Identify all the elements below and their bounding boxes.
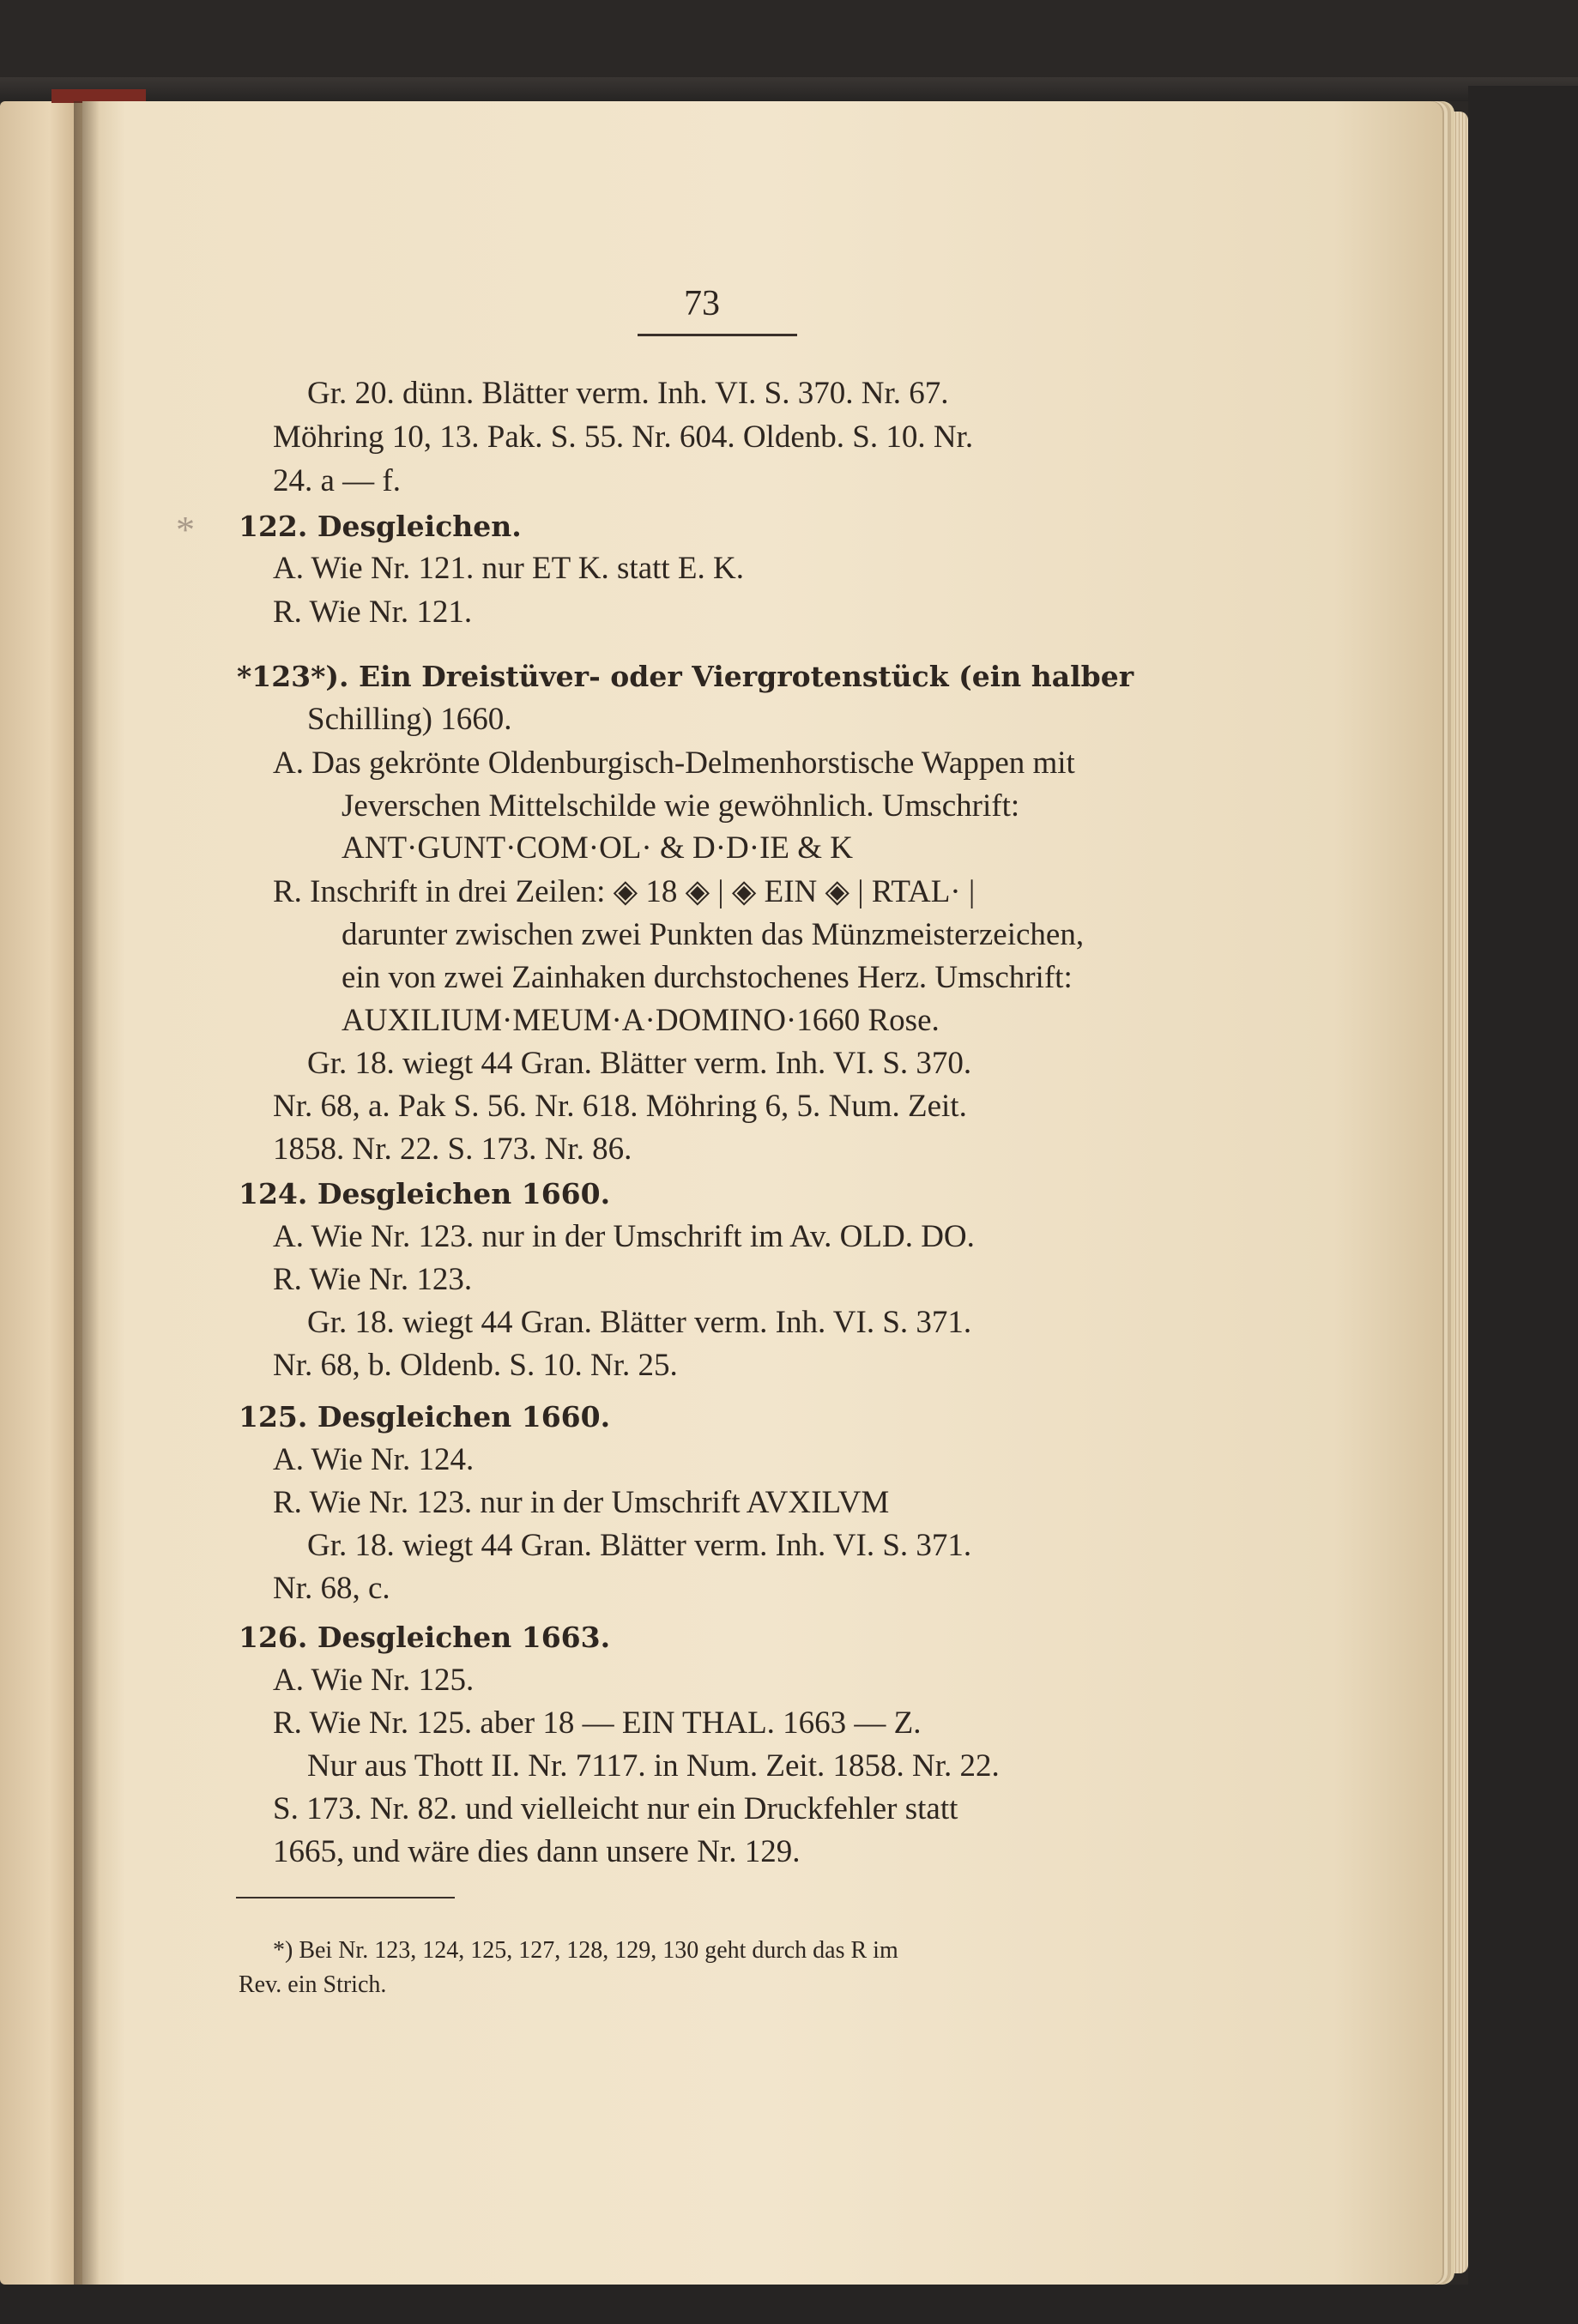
entry-heading: *123*). Ein Dreistüver- oder Viergrotenstück (ein halber <box>237 660 1134 693</box>
text-line: Jeverschen Mittelschilde wie gewöhnlich. Umschrift: <box>342 788 1020 824</box>
page-number-rule <box>638 334 797 336</box>
left-page-edge <box>0 101 82 2285</box>
footnote-rule <box>236 1897 455 1898</box>
text-line: A. Das gekrönte Oldenburgisch-Delmenhorstische Wappen mit <box>273 745 1075 781</box>
text-line: A. Wie Nr. 125. <box>273 1663 475 1698</box>
entry-heading: 126. Desgleichen 1663. <box>239 1621 611 1654</box>
text-line: Nr. 68, b. Oldenb. S. 10. Nr. 25. <box>273 1348 678 1383</box>
text-line: Nur aus Thott II. Nr. 7117. in Num. Zeit. 1858. Nr. 22. <box>307 1748 1000 1784</box>
book-cover-bottom <box>0 2285 1578 2324</box>
text-line: A. Wie Nr. 123. nur in der Umschrift im Av. OLD. DO. <box>273 1219 975 1254</box>
text-line: Möhring 10, 13. Pak. S. 55. Nr. 604. Oldenb. S. 10. Nr. <box>273 420 974 455</box>
page-edges <box>1442 112 1468 2273</box>
text-line: Gr. 18. wiegt 44 Gran. Blätter verm. Inh. VI. S. 371. <box>307 1528 972 1563</box>
text-line: S. 173. Nr. 82. und vielleicht nur ein Druckfehler statt <box>273 1791 958 1826</box>
spine-shadow <box>74 101 100 2285</box>
entry-heading: 124. Desgleichen 1660. <box>239 1177 611 1210</box>
text-line: ANT·GUNT·COM·OL· & D·D·IE & K <box>342 830 853 866</box>
book-cover-top <box>0 77 1578 101</box>
text-line: Gr. 18. wiegt 44 Gran. Blätter verm. Inh. VI. S. 370. <box>307 1046 972 1081</box>
text-line: A. Wie Nr. 124. <box>273 1442 475 1477</box>
text-line: R. Wie Nr. 123. nur in der Umschrift AVXILVM <box>273 1485 890 1520</box>
text-line: AUXILIUM·MEUM·A·DOMINO·1660 Rose. <box>342 1003 940 1038</box>
footnote-line: *) Bei Nr. 123, 124, 125, 127, 128, 129, 130 geht durch das R im <box>273 1937 898 1964</box>
text-line: 24. a — f. <box>273 463 401 498</box>
text-line: A. Wie Nr. 121. nur ET K. statt E. K. <box>273 551 745 586</box>
entry-heading: 125. Desgleichen 1660. <box>239 1400 611 1434</box>
page-number: 73 <box>684 284 720 323</box>
book-cover-right <box>1468 86 1578 2324</box>
text-line: Nr. 68, a. Pak S. 56. Nr. 618. Möhring 6, 5. Num. Zeit. <box>273 1089 967 1124</box>
text-line: 1665, und wäre dies dann unsere Nr. 129. <box>273 1834 801 1869</box>
text-line: darunter zwischen zwei Punkten das Münzmeisterzeichen, <box>342 917 1085 952</box>
text-line: R. Wie Nr. 125. aber 18 — EIN THAL. 1663 — Z. <box>273 1705 922 1741</box>
text-line: 1858. Nr. 22. S. 173. Nr. 86. <box>273 1132 632 1167</box>
text-line: R. Wie Nr. 121. <box>273 595 473 630</box>
text-line: Schilling) 1660. <box>307 702 512 737</box>
text-line: Nr. 68, c. <box>273 1571 390 1606</box>
text-line: ein von zwei Zainhaken durchstochenes Herz. Umschrift: <box>342 960 1073 995</box>
text-line: Gr. 20. dünn. Blätter verm. Inh. VI. S. 370. Nr. 67. <box>307 376 949 411</box>
footnote-line: Rev. ein Strich. <box>239 1971 387 1998</box>
margin-mark: * <box>176 509 195 551</box>
text-line: R. Inschrift in drei Zeilen: ◈ 18 ◈ | ◈ EIN ◈ | RTAL· | <box>273 874 976 909</box>
entry-heading: 122. Desgleichen. <box>239 510 522 543</box>
text-line: Gr. 18. wiegt 44 Gran. Blätter verm. Inh. VI. S. 371. <box>307 1305 972 1340</box>
text-line: R. Wie Nr. 123. <box>273 1262 473 1297</box>
